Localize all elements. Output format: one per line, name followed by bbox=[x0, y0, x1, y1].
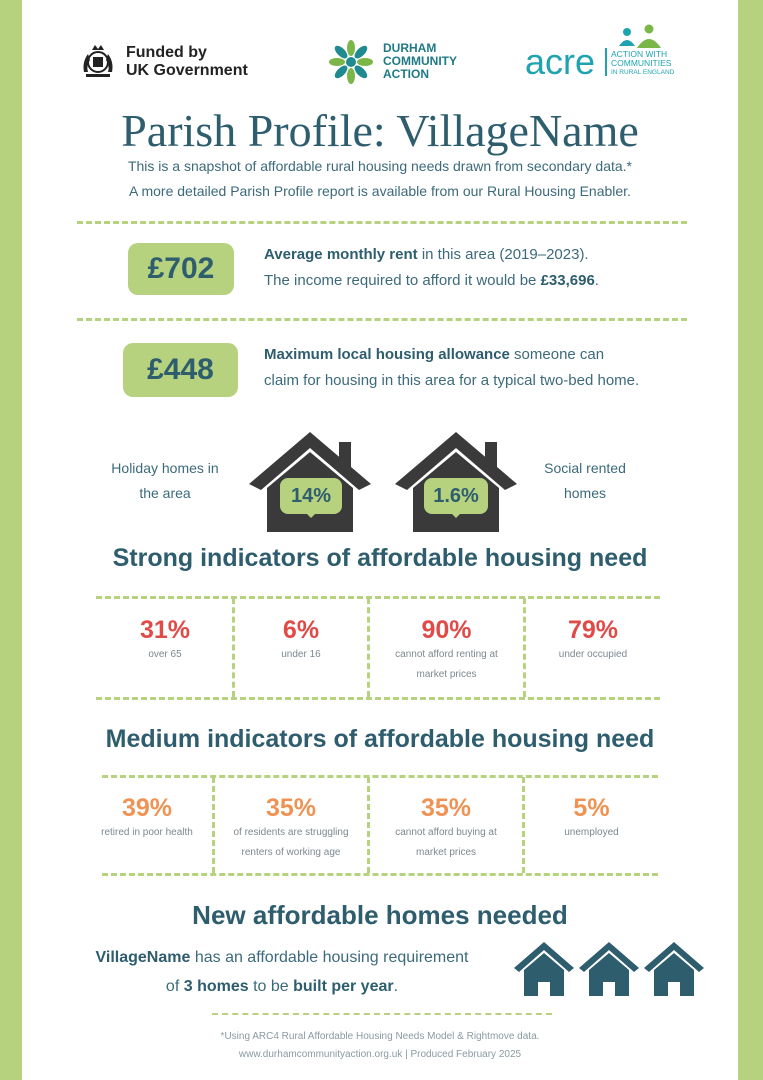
medium-indicators-heading: Medium indicators of affordable housing need bbox=[105, 725, 655, 753]
lha-bold-label: Maximum local housing allowance bbox=[264, 346, 510, 363]
build-rate: built per year bbox=[293, 978, 394, 995]
homes-count: 3 homes bbox=[183, 978, 249, 995]
acre-tagline-2: COMMUNITIES bbox=[611, 58, 672, 68]
rent-line1-rest: in this area (2019–2023). bbox=[417, 246, 589, 263]
royal-crest-icon bbox=[80, 42, 116, 80]
indicator-value: 6% bbox=[282, 616, 320, 644]
lha-value-badge: £448 bbox=[123, 343, 238, 397]
indicator-label: market prices bbox=[416, 669, 477, 680]
indicator-value: 79% bbox=[567, 616, 619, 644]
social-rented-label bbox=[520, 456, 650, 506]
intro-line-2: A more detailed Parish Profile report is available from our Rural Housing Enabler. bbox=[129, 183, 631, 199]
indicator-label: unemployed bbox=[564, 827, 619, 838]
lha-line1-rest: someone can bbox=[509, 346, 605, 363]
durham-logo-line3: ACTION bbox=[383, 67, 429, 81]
strong-indicator bbox=[526, 616, 660, 665]
homes-needed-heading: New affordable homes needed bbox=[192, 900, 568, 930]
social-rented-label-1: Social rented bbox=[544, 460, 626, 476]
indicator-label: market prices bbox=[415, 847, 476, 858]
lha-line2: claim for housing in this area for a typical two-bed home. bbox=[264, 372, 640, 389]
indicator-value: 5% bbox=[573, 794, 610, 822]
holiday-homes-label-2: the area bbox=[139, 485, 191, 501]
three-houses-icon bbox=[514, 940, 704, 998]
strong-indicator bbox=[98, 616, 232, 665]
indicator-label: under 16 bbox=[281, 649, 321, 660]
grid-line bbox=[96, 697, 660, 700]
indicator-label: cannot afford renting at bbox=[395, 649, 498, 660]
strong-indicator bbox=[235, 616, 367, 665]
indicator-label: under occupied bbox=[558, 649, 628, 660]
rent-description bbox=[264, 242, 704, 294]
indicator-label: renters of working age bbox=[241, 847, 341, 858]
page-title: Parish Profile: VillageName bbox=[121, 105, 639, 156]
holiday-homes-label-1: Holiday homes in bbox=[111, 460, 219, 476]
flower-logo-icon bbox=[327, 38, 375, 86]
rent-line2-start: The income required to afford it would be bbox=[264, 272, 541, 289]
acre-logo bbox=[525, 24, 685, 84]
grid-line bbox=[102, 775, 658, 778]
homes-needed-line1-rest: has an affordable housing requirement bbox=[190, 949, 469, 966]
village-name: VillageName bbox=[95, 949, 191, 966]
parish-profile-page bbox=[22, 0, 738, 1080]
rent-line2-end: . bbox=[594, 272, 599, 289]
medium-indicator bbox=[82, 794, 212, 843]
grid-line bbox=[96, 596, 660, 599]
divider bbox=[77, 221, 687, 224]
people-icon bbox=[617, 24, 667, 50]
holiday-homes-label bbox=[100, 456, 230, 506]
indicator-value: 90% bbox=[421, 616, 472, 644]
homes-needed-of: of bbox=[165, 978, 184, 995]
strong-indicators-heading: Strong indicators of affordable housing need bbox=[112, 544, 648, 572]
divider bbox=[77, 318, 687, 321]
indicator-label: over 65 bbox=[148, 649, 182, 660]
ukgov-logo bbox=[80, 42, 270, 82]
acre-tagline-3: IN RURAL ENGLAND bbox=[611, 69, 675, 76]
medium-indicator bbox=[215, 794, 367, 863]
intro-line-1: This is a snapshot of affordable rural housing needs drawn from secondary data.* bbox=[127, 158, 633, 174]
indicator-value: 35% bbox=[265, 794, 317, 822]
indicator-value: 35% bbox=[420, 794, 472, 822]
durham-logo-line1: DURHAM bbox=[383, 41, 437, 55]
social-rented-value: 1.6% bbox=[424, 478, 488, 514]
ukgov-logo-line2: UK Government bbox=[126, 62, 248, 79]
acre-wordmark: acre bbox=[525, 41, 596, 82]
medium-indicator bbox=[525, 794, 658, 843]
rent-bold-label: Average monthly rent bbox=[264, 246, 418, 263]
grid-line bbox=[102, 873, 658, 876]
acre-tagline-1: ACTION WITH bbox=[611, 49, 668, 59]
homes-needed-text bbox=[62, 943, 502, 1001]
footer-website: www.durhamcommunityaction.org.uk | Produced February 2025 bbox=[238, 1049, 522, 1060]
indicator-label: cannot afford buying at bbox=[395, 827, 497, 838]
durham-logo-line2: COMMUNITY bbox=[383, 54, 457, 68]
income-required: £33,696 bbox=[540, 272, 595, 289]
ukgov-logo-line1: Funded by bbox=[126, 44, 207, 61]
durham-community-action-logo bbox=[327, 38, 487, 88]
holiday-homes-value: 14% bbox=[280, 478, 342, 514]
rent-value-badge: £702 bbox=[128, 243, 234, 295]
indicator-label: retired in poor health bbox=[101, 827, 193, 838]
strong-indicator bbox=[370, 616, 523, 685]
footer-source-note: *Using ARC4 Rural Affordable Housing Needs Model & Rightmove data. bbox=[220, 1031, 540, 1042]
social-rented-label-2: homes bbox=[563, 485, 607, 501]
indicator-value: 39% bbox=[121, 794, 173, 822]
homes-needed-mid: to be bbox=[248, 978, 294, 995]
indicator-label: of residents are struggling bbox=[233, 827, 349, 838]
lha-description bbox=[264, 342, 714, 394]
medium-indicator bbox=[370, 794, 522, 863]
divider bbox=[212, 1013, 552, 1015]
indicator-value: 31% bbox=[139, 616, 191, 644]
homes-needed-end: . bbox=[393, 978, 399, 995]
